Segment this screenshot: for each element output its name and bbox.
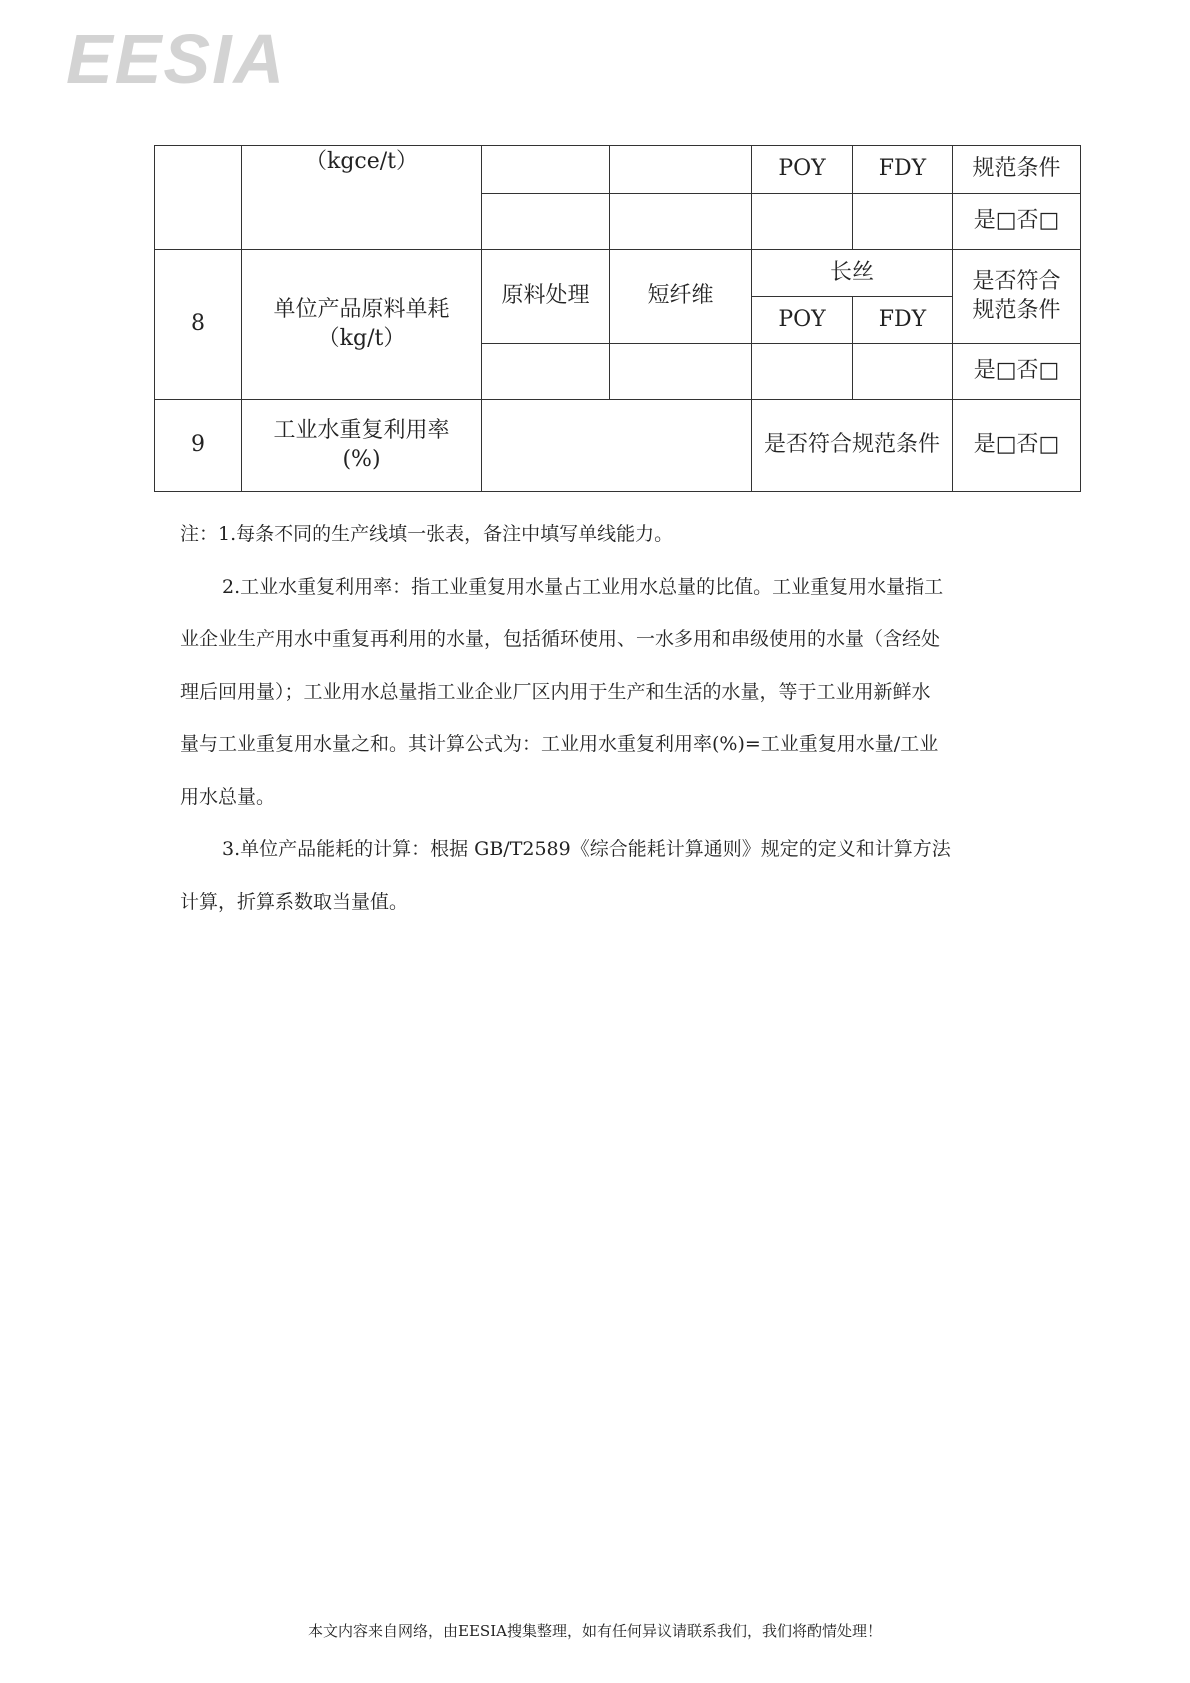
value-cell — [853, 344, 953, 400]
yes-no-checkbox[interactable]: 是□否□ — [953, 194, 1081, 250]
table-row — [155, 250, 1081, 297]
value-cell — [752, 344, 853, 400]
value-cell — [482, 400, 752, 492]
item-name: 工业水重复利用率 — [273, 417, 450, 443]
poy-header: POY — [752, 146, 853, 194]
note-1: 注：1.每条不同的生产线填一张表，备注中填写单线能力。 — [180, 523, 674, 545]
item-unit: (%) — [342, 446, 381, 472]
footer-disclaimer: 本文内容来自网络，由EESIA搜集整理，如有任何异议请联系我们，我们将酌情处理！ — [308, 1622, 882, 1640]
note-2-line: 业企业生产用水中重复再利用的水量，包括循环使用、一水多用和串级使用的水量（含经处 — [180, 628, 941, 650]
fdy-header: FDY — [853, 146, 953, 194]
table-row — [155, 400, 1081, 492]
table-row — [155, 146, 1081, 194]
item-name: 单位产品原料单耗 — [273, 296, 450, 322]
value-cell — [610, 194, 752, 250]
yes-no-checkbox[interactable]: 是□否□ — [953, 400, 1081, 492]
row-number-cell — [155, 146, 242, 250]
energy-consumption-table — [154, 145, 1081, 492]
yes-no-checkbox[interactable]: 是□否□ — [953, 344, 1081, 400]
notes-section — [180, 508, 1020, 928]
criteria-header: 是否符合 规范条件 — [953, 250, 1081, 344]
fdy-header: FDY — [853, 297, 953, 344]
poy-header: POY — [752, 297, 853, 344]
value-cell — [752, 194, 853, 250]
criteria-header: 规范条件 — [953, 146, 1081, 194]
note-3: 3.单位产品能耗的计算：根据 GB/T2589《综合能耗计算通则》规定的定义和计算方法 — [222, 838, 951, 860]
value-cell — [610, 344, 752, 400]
row-number-cell: 9 — [155, 400, 242, 492]
note-3-line: 计算，折算系数取当量值。 — [180, 890, 409, 913]
item-name-cell — [242, 400, 482, 492]
value-cell — [482, 146, 610, 194]
staple-fiber-header: 短纤维 — [610, 250, 752, 344]
note-2-line: 理后回用量）；工业用水总量指工业企业厂区内用于生产和生活的水量，等于工业用新鲜水 — [180, 680, 931, 703]
value-cell — [853, 194, 953, 250]
note-2-line: 量与工业重复用水量之和。其计算公式为：工业用水重复利用率(%)=工业重复用水量/工业 — [180, 733, 939, 755]
item-unit: （kg/t） — [317, 325, 406, 351]
value-cell — [610, 146, 752, 194]
row-number-cell: 8 — [155, 250, 242, 400]
item-name-cell: （kgce/t） — [242, 146, 482, 250]
item-name-cell — [242, 250, 482, 400]
criteria-header: 是否符合规范条件 — [752, 400, 953, 492]
value-cell — [482, 194, 610, 250]
raw-material-header: 原料处理 — [482, 250, 610, 344]
value-cell — [482, 344, 610, 400]
eesia-logo: EESIA — [66, 20, 287, 98]
note-2: 2.工业水重复利用率：指工业重复用水量占工业用水总量的比值。工业重复用水量指工 — [222, 575, 944, 598]
note-2-line: 用水总量。 — [180, 785, 276, 808]
filament-header: 长丝 — [752, 250, 953, 297]
